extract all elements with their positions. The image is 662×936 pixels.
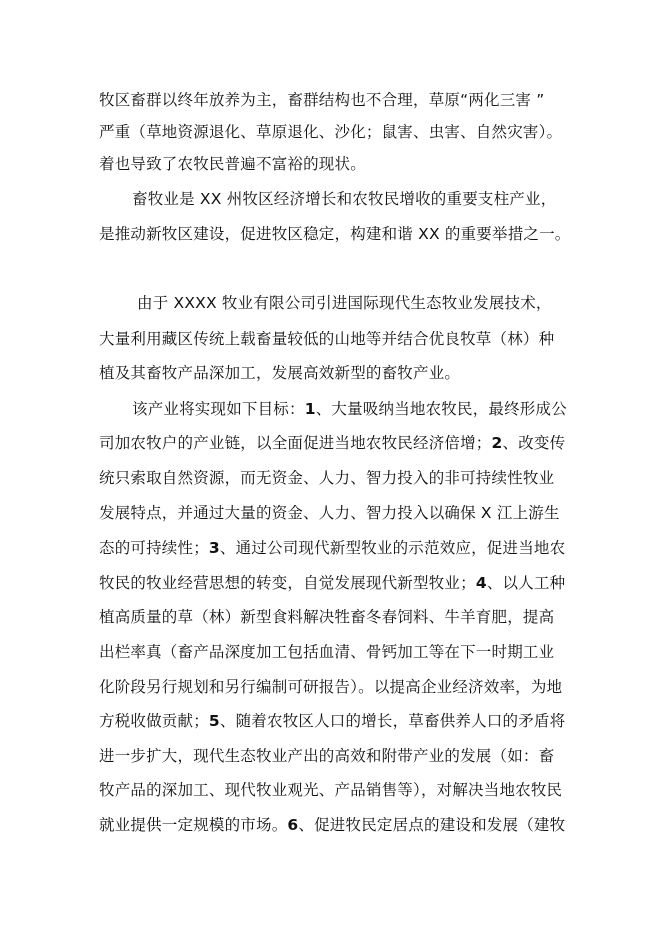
list-number: 4	[475, 574, 487, 592]
list-number: 5	[208, 712, 220, 730]
text-line: 进一步扩大，现代生态牧业产出的高效和附带产业的发展（如：畜	[99, 747, 555, 765]
text-line	[99, 538, 565, 558]
text-span: 、改变传	[502, 434, 566, 452]
text-line: 畜牧业是 XX 州牧区经济增长和农牧民增收的重要支柱产业，	[132, 190, 557, 208]
text-line: 出栏率真（畜产品深度加工包括血清、骨钙加工等在下一时期工业	[99, 643, 555, 661]
text-line: 着也导致了农牧民普遍不富裕的现状。	[99, 155, 366, 173]
text-line: 植及其畜牧产品深加工，发展高效新型的畜牧产业。	[99, 364, 461, 382]
text-line	[99, 815, 565, 835]
text-line	[99, 433, 565, 453]
text-span: 、通过公司现代新型牧业的示范效应，促进当地农	[219, 539, 566, 557]
text-span: 态的可持续性；	[99, 539, 209, 557]
list-number: 6	[287, 816, 299, 834]
text-line: 统只索取自然资源，而无资金、人力、智力投入的非可持续性牧业	[99, 469, 555, 487]
text-span: 就业提供一定规模的市场。	[99, 816, 288, 834]
text-line: 牧区畜群以终年放养为主，畜群结构也不合理，草原“两化三害 ”	[99, 91, 545, 109]
text-line: 严重（草地资源退化、草原退化、沙化；鼠害、虫害、自然灾害）。	[99, 123, 563, 141]
text-line: 植高质量的草（林）新型食料解决牲畜冬春饲料、牛羊育肥，提高	[99, 608, 555, 626]
list-number: 3	[208, 539, 220, 557]
text-line	[99, 711, 565, 731]
text-span: 牧民的牧业经营思想的转变，自觉发展现代新型牧业；	[99, 574, 476, 592]
text-span: 司加农牧户的产业链，以全面促进当地农牧民经济倍增；	[99, 434, 492, 452]
text-line: 发展特点，并通过大量的资金、人力、智力投入以确保 X 江上游生	[99, 504, 560, 522]
text-span: 、随着农牧区人口的增长，草畜供养人口的矛盾将	[219, 712, 566, 730]
text-line: 大量利用藏区传统上载畜量较低的山地等并结合优良牧草（林）种	[99, 330, 555, 348]
text-line	[132, 399, 567, 419]
list-number: 1	[304, 400, 316, 418]
text-line: 由于 XXXX 牧业有限公司引进国际现代生态牧业发展技术，	[137, 294, 552, 312]
list-number: 2	[491, 434, 503, 452]
text-span: 、促进牧民定居点的建设和发展（建牧	[298, 816, 566, 834]
text-line	[99, 573, 565, 593]
text-span: 、以人工种	[486, 574, 566, 592]
text-line: 是推动新牧区建设，促进牧区稳定，构建和谐 XX 的重要举措之一。	[99, 225, 571, 243]
text-span: 方税收做贡献；	[99, 712, 209, 730]
text-line: 牧产品的深加工、现代牧业观光、产品销售等），对解决当地农牧民	[99, 781, 563, 799]
text-span: 、大量吸纳当地农牧民，最终形成公	[315, 400, 567, 418]
text-span: 该产业将实现如下目标：	[132, 400, 305, 418]
text-line: 化阶段另行规划和另行编制可研报告）。以提高企业经济效率，为地	[99, 678, 563, 696]
